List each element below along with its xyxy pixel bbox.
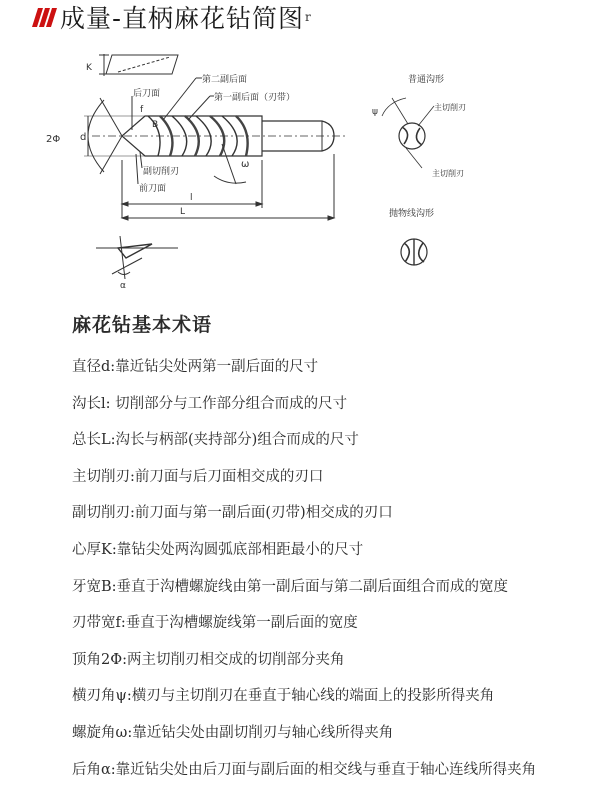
title-mark: r <box>305 10 311 24</box>
label-k: K <box>86 63 92 73</box>
page-title: 成量-直柄麻花钻简图 <box>60 4 305 33</box>
term-item: 牙宽B:垂直于沟槽螺旋线由第一副后面与第二副后面组合而成的宽度 <box>72 578 509 595</box>
label-d: d <box>80 132 87 143</box>
normal-flute-title: 普通沟形 <box>408 75 445 85</box>
label-2phi: 2Φ <box>46 134 61 145</box>
parabolic-flute-section <box>389 207 434 265</box>
term-item: 沟长l: 切削部分与工作部分组合而成的尺寸 <box>72 395 348 412</box>
twist-drill-diagram <box>0 36 608 298</box>
main-edge-lower-label: 主切削刃 <box>432 169 464 178</box>
label-flank-face: 后刀面 <box>133 89 161 99</box>
label-first-flank: 第一副后面（刃带） <box>214 93 296 103</box>
web-thickness-detail <box>86 54 178 76</box>
term-list <box>72 357 536 796</box>
label-alpha: α <box>120 281 126 291</box>
section-heading: 麻花钻基本术语 <box>72 314 213 336</box>
term-item: 直径d:靠近钻尖处两第一副后面的尺寸 <box>72 359 319 375</box>
label-l: l <box>190 193 193 203</box>
term-item: 螺旋角ω:靠近钻尖处由副切削刃与轴心线所得夹角 <box>72 724 394 741</box>
page-header <box>28 2 311 32</box>
label-f: f <box>140 105 144 115</box>
term-item: 心厚K:靠钻尖处两沟圆弧底部相距最小的尺寸 <box>72 541 364 558</box>
term-item: 主切削刃:前刀面与后刀面相交成的刃口 <box>72 468 324 485</box>
main-edge-upper-label: 主切削刃 <box>434 103 466 112</box>
label-rake-face: 前刀面 <box>139 184 167 194</box>
drill-body <box>92 116 345 156</box>
label-L: L <box>180 207 186 217</box>
normal-flute-section <box>372 73 466 178</box>
term-item: 副切削刃:前刀面与第一副后面(刃带)相交成的刃口 <box>72 505 393 522</box>
label-minor-edge: 副切削刃 <box>143 167 180 177</box>
label-second-flank: 第二副后面 <box>202 75 248 85</box>
label-omega: ω <box>241 159 250 170</box>
clearance-angle-detail <box>96 236 178 291</box>
term-item: 总长L:沟长与柄部(夹持部分)组合而成的尺寸 <box>72 432 359 449</box>
parabolic-flute-title: 抛物线沟形 <box>389 209 435 219</box>
label-psi: ψ <box>372 107 378 117</box>
term-item: 刃带宽f:垂直于沟槽螺旋线第一副后面的宽度 <box>72 615 358 632</box>
brand-logo-icon <box>28 6 58 28</box>
term-item: 顶角2Φ:两主切削刃相交成的切削部分夹角 <box>72 651 345 668</box>
label-b: B <box>152 120 159 130</box>
term-item: 后角α:靠近钻尖处由后刀面与副后面的相交线与垂直于轴心连线所得夹角 <box>72 761 537 778</box>
term-item: 横刃角ψ:横刃与主切削刃在垂直于轴心线的端面上的投影所得夹角 <box>72 688 495 705</box>
